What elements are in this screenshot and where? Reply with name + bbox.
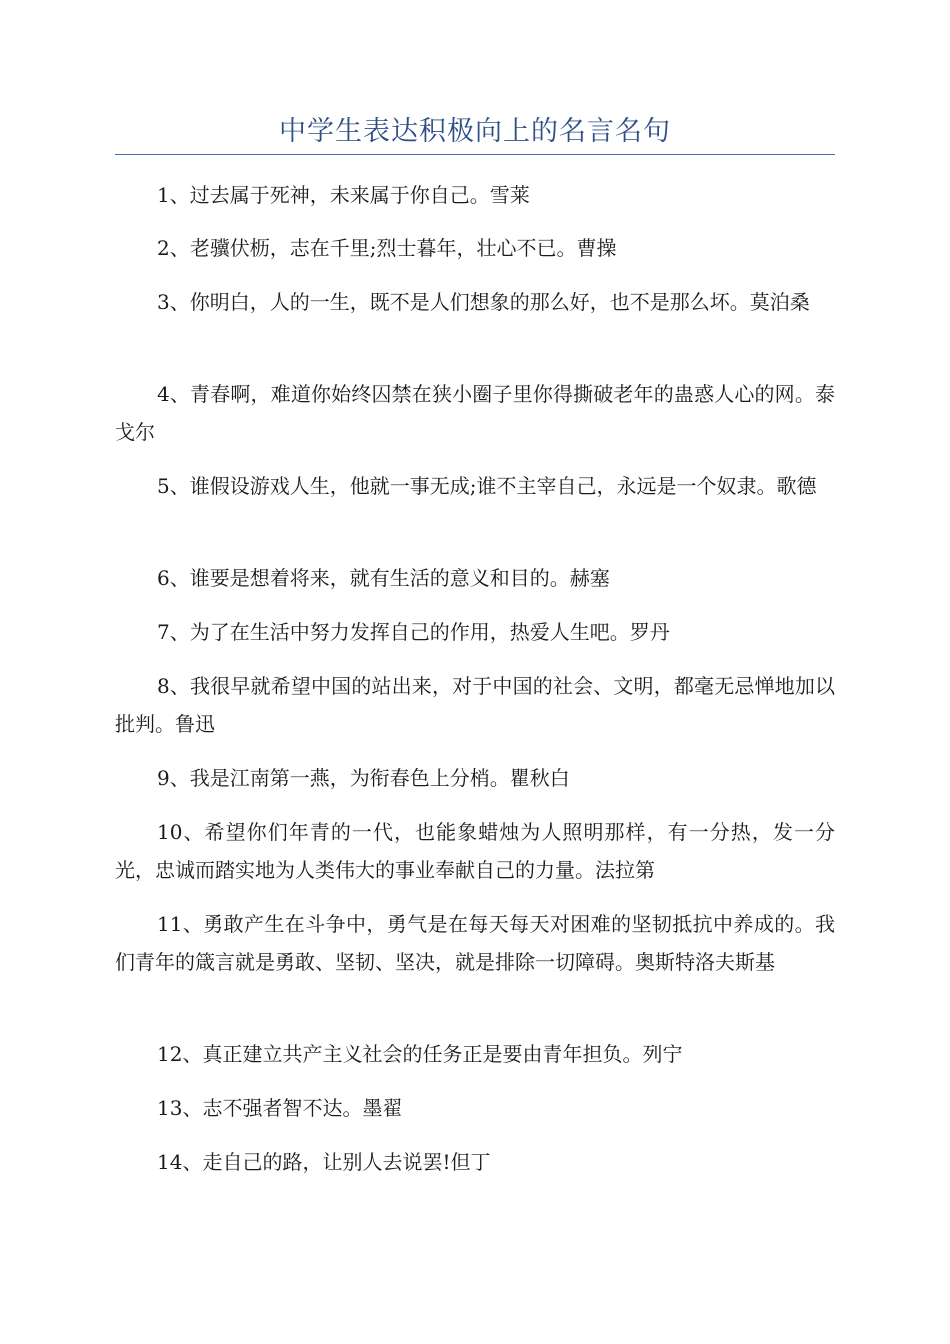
quote-item-10: 10、希望你们年青的一代，也能象蜡烛为人照明那样，有一分热，发一分光，忠诚而踏实地为人类伟大的事业奉献自己的力量。法拉第 bbox=[115, 820, 835, 882]
quote-item-4: 4、青春啊，难道你始终囚禁在狭小圈子里你得撕破老年的蛊惑人心的网。泰戈尔 bbox=[115, 382, 835, 444]
quote-item-1: 1、过去属于死神，未来属于你自己。雪莱 bbox=[157, 183, 530, 207]
quote-item-8: 8、我很早就希望中国的站出来，对于中国的社会、文明，都毫无忌惮地加以批判。鲁迅 bbox=[115, 674, 835, 736]
quote-item-6: 6、谁要是想着将来，就有生活的意义和目的。赫塞 bbox=[157, 566, 610, 590]
quote-item-13: 13、志不强者智不达。墨翟 bbox=[157, 1096, 403, 1120]
quote-item-14: 14、走自己的路，让别人去说罢!但丁 bbox=[157, 1150, 491, 1174]
quote-item-2: 2、老骥伏枥，志在千里;烈士暮年，壮心不已。曹操 bbox=[157, 236, 617, 260]
quote-item-9: 9、我是江南第一燕，为衔春色上分梢。瞿秋白 bbox=[157, 766, 570, 790]
quote-item-5: 5、谁假设游戏人生，他就一事无成;谁不主宰自己，永远是一个奴隶。歌德 bbox=[157, 474, 817, 498]
quote-item-7: 7、为了在生活中努力发挥自己的作用，热爱人生吧。罗丹 bbox=[157, 620, 670, 644]
document-title: 中学生表达积极向上的名言名句 bbox=[279, 116, 671, 147]
quote-item-3: 3、你明白，人的一生，既不是人们想象的那么好，也不是那么坏。莫泊桑 bbox=[157, 290, 810, 314]
quote-item-12: 12、真正建立共产主义社会的任务正是要由青年担负。列宁 bbox=[157, 1042, 683, 1066]
quote-item-11: 11、勇敢产生在斗争中，勇气是在每天每天对困难的坚韧抵抗中养成的。我们青年的箴言就是勇敢、坚韧、坚决，就是排除一切障碍。奥斯特洛夫斯基 bbox=[115, 912, 835, 974]
title-divider bbox=[115, 154, 835, 155]
